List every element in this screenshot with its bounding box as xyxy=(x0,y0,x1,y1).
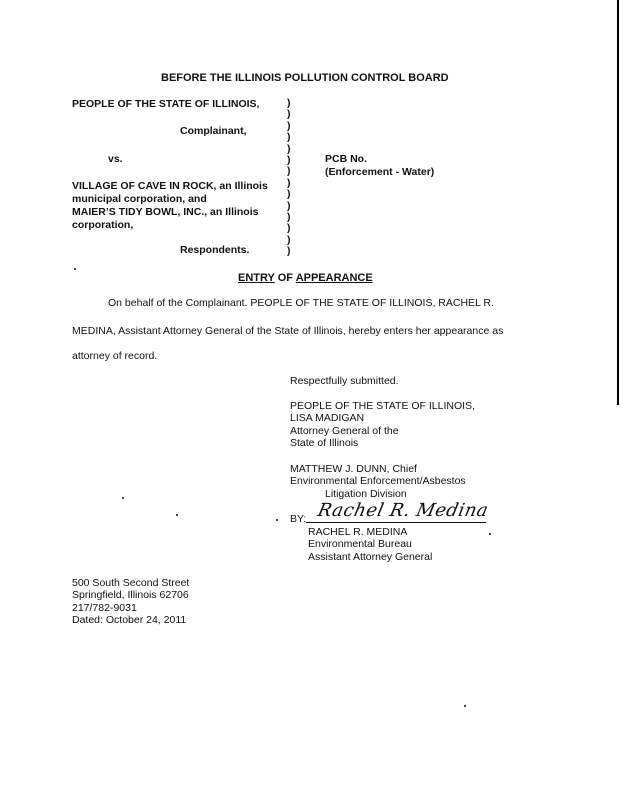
respondent-line: VILLAGE OF CAVE IN ROCK, an Illinois xyxy=(72,180,268,192)
caption-paren: ) xyxy=(287,245,291,258)
caption-paren: ) xyxy=(287,233,291,246)
body-line-3: attorney of record. xyxy=(72,350,158,362)
scan-speck xyxy=(176,514,178,516)
title-entry: ENTRY xyxy=(238,272,275,284)
division-block xyxy=(290,463,466,500)
respondent-role: Respondents. xyxy=(180,244,250,256)
by-label: BY: xyxy=(290,513,307,525)
board-heading: BEFORE THE ILLINOIS POLLUTION CONTROL BOARD xyxy=(161,72,449,84)
case-number: PCB No. xyxy=(325,153,367,165)
respondent-line: corporation, xyxy=(72,219,134,231)
complainant-party: PEOPLE OF THE STATE OF ILLINOIS, xyxy=(72,98,260,110)
chief-name: MATTHEW J. DUNN, Chief xyxy=(290,463,417,475)
address-phone: 217/782-9031 xyxy=(72,601,137,614)
respondent-line: municipal corporation, and xyxy=(72,193,207,205)
versus-label: vs. xyxy=(108,153,123,165)
ag-name: LISA MADIGAN xyxy=(290,412,365,425)
ag-title: Attorney General of the xyxy=(290,424,399,437)
caption-paren: ) xyxy=(287,142,291,155)
people-line: PEOPLE OF THE STATE OF ILLINOIS, xyxy=(290,400,475,412)
body-line-1: On behalf of the Complainant. PEOPLE OF THE STATE OF ILLINOIS, RACHEL R. xyxy=(108,297,494,309)
address-street: 500 South Second Street xyxy=(72,577,190,589)
title-of: OF xyxy=(277,272,294,284)
address-city: Springfield, Illinois 62706 xyxy=(72,589,189,602)
scan-speck xyxy=(74,268,76,270)
title-appearance: APPEARANCE xyxy=(295,272,373,284)
caption-paren: ) xyxy=(287,97,291,109)
caption-paren: ) xyxy=(287,154,291,167)
caption-paren-column xyxy=(287,98,297,258)
signature-line xyxy=(306,522,486,523)
signer-bureau: Environmental Bureau xyxy=(308,538,412,551)
case-type: (Enforcement - Water) xyxy=(325,166,435,178)
signer-name: RACHEL R. MEDINA xyxy=(308,526,408,538)
signer-title: Assistant Attorney General xyxy=(308,550,433,563)
caption-paren: ) xyxy=(287,222,291,235)
address-dated: Dated: October 24, 2011 xyxy=(72,614,187,627)
respondents-block xyxy=(72,180,268,232)
scan-speck xyxy=(276,519,278,521)
chief-division-1: Environmental Enforcement/Asbestos xyxy=(290,475,466,488)
scan-speck xyxy=(489,533,491,535)
body-line-2: MEDINA, Assistant Attorney General of the State of Illinois, hereby enters her appearance as xyxy=(72,325,504,337)
signer-block xyxy=(308,526,432,563)
chief-division-2: Litigation Division xyxy=(325,487,407,500)
caption-paren: ) xyxy=(287,199,291,212)
caption-paren: ) xyxy=(287,119,291,132)
caption-paren: ) xyxy=(287,108,291,121)
caption-paren: ) xyxy=(287,211,291,224)
respondent-line: MAIER’S TIDY BOWL, INC., an Illinois xyxy=(72,206,259,218)
page-edge-scan-line xyxy=(617,0,619,405)
ag-state: State of Illinois xyxy=(290,437,359,450)
caption-paren: ) xyxy=(287,188,291,201)
attorney-general-block xyxy=(290,400,475,450)
caption-paren: ) xyxy=(287,176,291,189)
scan-speck xyxy=(464,705,466,707)
scan-speck xyxy=(122,497,124,499)
caption-paren: ) xyxy=(287,165,291,178)
complainant-role: Complainant, xyxy=(180,125,247,137)
respectfully-submitted: Respectfully submitted. xyxy=(290,375,399,387)
address-block xyxy=(72,577,189,627)
caption-paren: ) xyxy=(287,131,291,144)
document-title xyxy=(238,272,373,284)
signature: Rachel R. Medina xyxy=(315,500,491,521)
